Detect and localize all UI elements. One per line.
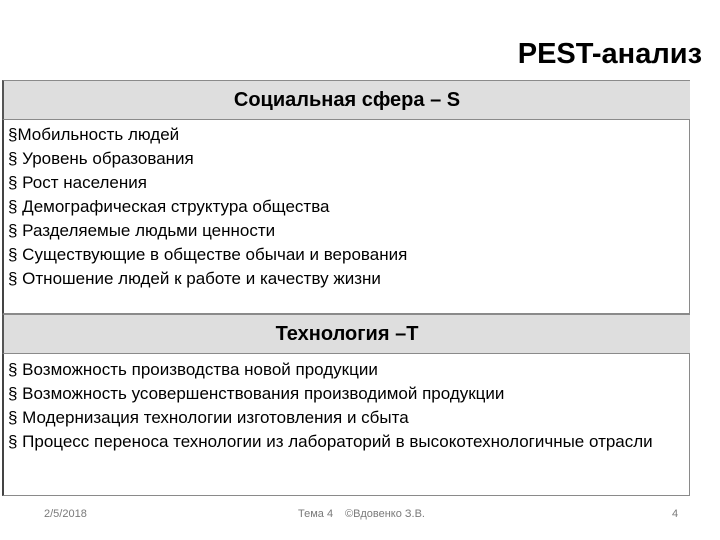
list-item: § Существующие в обществе обычаи и верования	[8, 245, 408, 264]
slide-title: PEST-анализ	[517, 38, 702, 70]
list-item: § Разделяемые людьми ценности	[8, 221, 276, 240]
list-item: § Возможность производства новой продукции	[8, 360, 378, 379]
list-item: § Возможность усовершенствования производимой продукции	[8, 384, 505, 403]
footer-topic: Тема 4	[298, 508, 334, 520]
section-header-technology: Технология –T	[2, 314, 690, 354]
footer-author: ©Вдовенко З.В.	[345, 508, 425, 520]
list-item: § Демографическая структура общества	[8, 197, 330, 216]
list-item: § Отношение людей к работе и качеству жизни	[8, 269, 381, 288]
list-item: § Рост населения	[8, 173, 147, 192]
section-list-social	[2, 120, 690, 314]
list-item: § Процесс переноса технологии из лабораторий в высокотехнологичные отрасли	[8, 432, 653, 451]
list-item: §Мобильность людей	[8, 125, 180, 144]
list-item: § Модернизация технологии изготовления и сбыта	[8, 408, 409, 427]
footer-page-number: 4	[672, 508, 679, 520]
section-header-social: Социальная сфера – S	[2, 80, 690, 120]
section-list-technology	[2, 354, 690, 496]
list-item: § Уровень образования	[8, 149, 194, 168]
footer-date: 2/5/2018	[44, 508, 87, 520]
